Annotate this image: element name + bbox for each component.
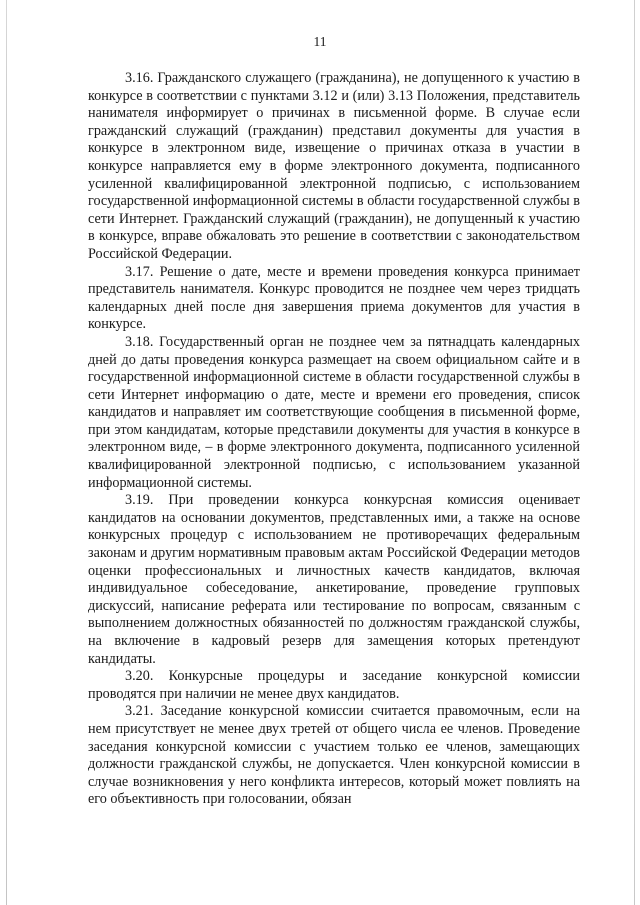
scan-edge-right xyxy=(634,0,635,905)
paragraph-3-20: 3.20. Конкурсные процедуры и заседание конкурсной комиссии проводятся при наличии не менее двух кандидатов. xyxy=(88,668,580,702)
paragraph-3-16: 3.16. Гражданского служащего (гражданина), не допущенного к участию в конкурсе в соответствии с пунктами 3.12 и (или) 3.13 Положения, представитель нанимателя информирует о причинах в письменной форме. В случае если гражданский служащий (гражданин) представил документы для участия в конкурсе в электронном виде, извещение о причинах отказа в участии в конкурсе направляется ему в форме электронного документа, подписанного усиленной квалифицированной электронной подписью, с использованием государственной информационной системы в области государственной службы в сети Интернет. Гражданский служащий (гражданин), не допущенный к участию в конкурсе, вправе обжаловать это решение в соответствии с законодательством Российской Федерации. xyxy=(88,70,580,262)
scan-edge-left xyxy=(6,0,7,905)
paragraph-3-21: 3.21. Заседание конкурсной комиссии считается правомочным, если на нем присутствует не менее двух третей от общего числа ее членов. Проведение заседания конкурсной комиссии с участием только ее членов, замещающих должности гражданской службы, не допускается. Член конкурсной комиссии в случае возникновения у него конфликта интересов, который может повлиять на его объективность при голосовании, обязан xyxy=(88,703,580,808)
paragraph-3-19: 3.19. При проведении конкурса конкурсная комиссия оценивает кандидатов на основании документов, представленных ими, а также на основе конкурсных процедур с использованием не противоречащих федеральным законам и другим нормативным правовым актам Российской Федерации методов оценки профессиональных и личностных качеств кандидатов, включая индивидуальное собеседование, анкетирование, проведение групповых дискуссий, написание реферата или тестирование по вопросам, связанным с выполнением должностных обязанностей по должностям гражданской службы, на включение в кадровый резерв для замещения которых претендуют кандидаты. xyxy=(88,492,580,667)
document-body xyxy=(88,70,580,809)
page-number: 11 xyxy=(313,34,327,49)
paragraph-3-18: 3.18. Государственный орган не позднее чем за пятнадцать календарных дней до даты проведения конкурса размещает на своем официальном сайте и в государственной информационной системе в области государственной службы в сети Интернет информацию о дате, месте и времени его проведения, список кандидатов и направляет им соответствующие сообщения в письменной форме, при этом кандидатам, которые представили документы для участия в конкурсе в электронном виде, – в форме электронного документа, подписанного усиленной квалифицированной электронной подписью, с использованием указанной информационной системы. xyxy=(88,333,580,491)
paragraph-3-17: 3.17. Решение о дате, месте и времени проведения конкурса принимает представитель нанимателя. Конкурс проводится не позднее чем через тридцать календарных дней после дня завершения приема документов для участия в конкурсе. xyxy=(88,263,580,333)
